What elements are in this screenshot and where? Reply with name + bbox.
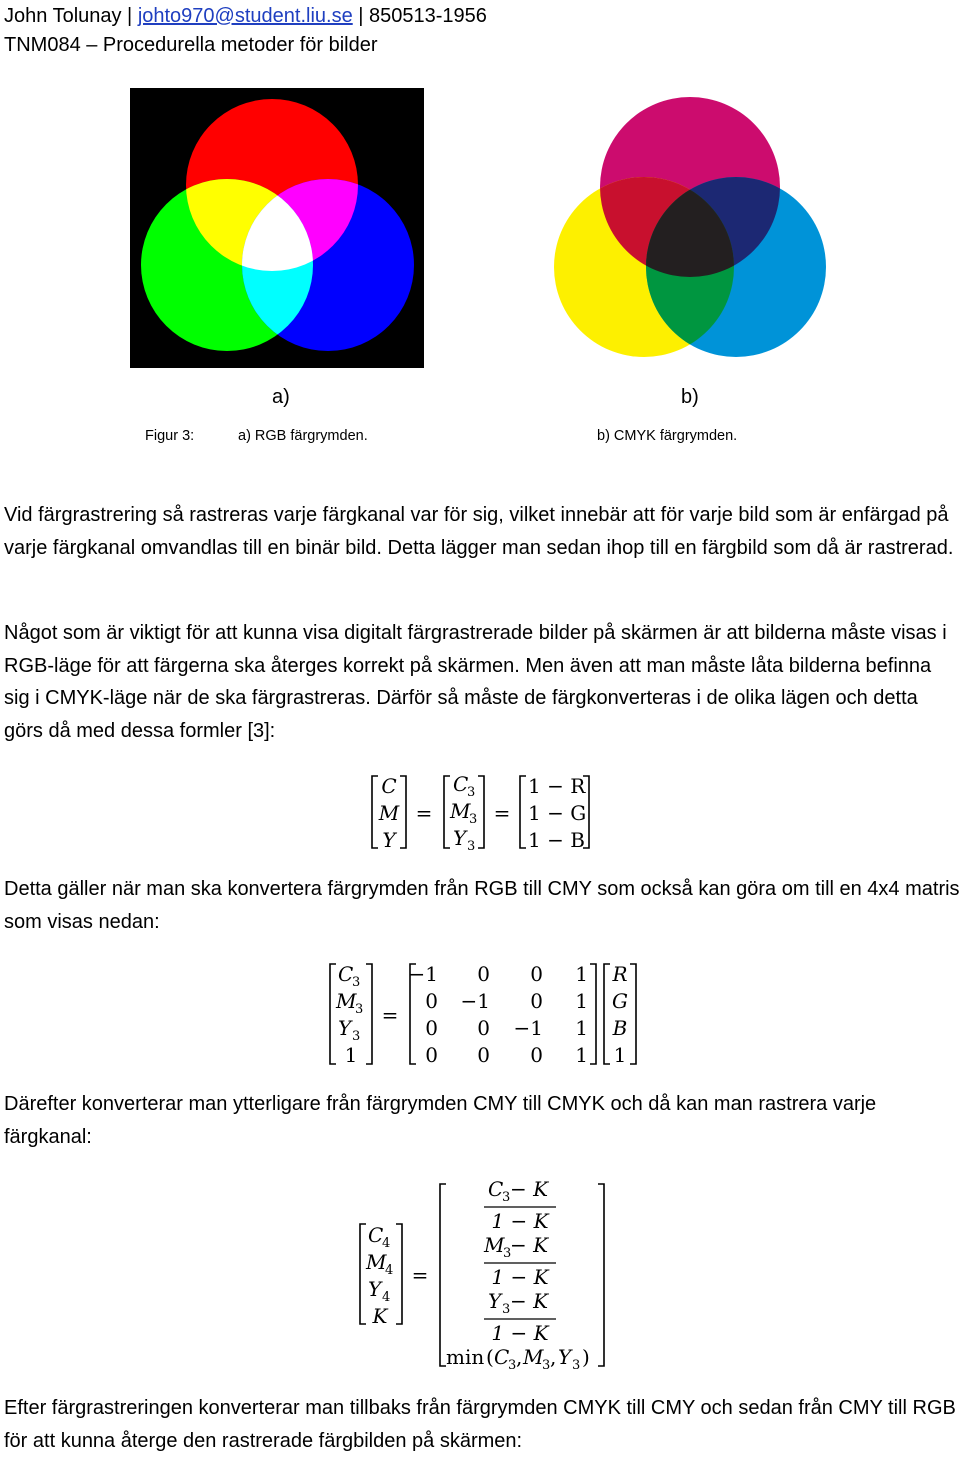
header-line-1	[4, 2, 487, 30]
author-name: John Tolunay	[4, 5, 122, 27]
header-separator: |	[352, 5, 370, 27]
vector-entry: C	[368, 1223, 384, 1247]
subscript: 3	[469, 812, 478, 827]
vector-entry: Y	[368, 1277, 382, 1301]
fraction-denominator: 1 − K	[491, 1321, 549, 1345]
matrix-entry: 0	[530, 1043, 543, 1067]
matrix-entry: −1	[513, 1016, 543, 1040]
subscript: 3	[502, 1302, 511, 1317]
subscript: 3	[467, 839, 476, 854]
fraction-denominator: 1 − K	[491, 1265, 549, 1289]
equals-sign: =	[381, 1003, 399, 1027]
paragraph-5: Efter färgrastreringen konverterar man tillbaks från färgrymden CMYK till CMY och sedan från CMY till RGB för att kunna återge den rastrerade färgbilden på skärmen:	[4, 1397, 956, 1452]
vector-entry: Y	[338, 1016, 352, 1040]
paragraph-4: Därefter konverterar man ytterligare från färgrymden CMY till CMYK och då kan man rastrera varje färgkanal:	[4, 1093, 877, 1148]
fraction-numerator: M	[484, 1233, 505, 1257]
min-argument: C	[494, 1345, 510, 1369]
figure-caption-a: a) RGB färgrymden.	[238, 428, 368, 444]
matrix-entry: 0	[530, 962, 543, 986]
matrix-entry: −1	[408, 962, 438, 986]
equals-sign: =	[493, 801, 511, 825]
cmyk-color-space-image	[552, 95, 828, 363]
bracket-left	[372, 776, 378, 848]
bracket-right	[396, 1224, 402, 1324]
equation-rgb-to-cmy	[360, 768, 610, 854]
figure-label-b: b)	[681, 386, 699, 408]
bracket-right	[478, 776, 484, 848]
fraction-numerator: Y	[488, 1289, 502, 1313]
bracket-right	[598, 1184, 604, 1366]
equals-sign: =	[411, 1263, 429, 1287]
subscript: 3	[352, 1029, 361, 1044]
rgb-color-space-image	[130, 88, 424, 368]
equals-sign: =	[415, 801, 433, 825]
vector-entry: R	[612, 962, 628, 986]
subscript: 3	[508, 1358, 517, 1372]
figure-caption-prefix: Figur 3:	[145, 428, 195, 444]
bracket-right	[400, 776, 406, 848]
matrix-entry: 1 − G	[528, 801, 587, 825]
paragraph-2: Något som är viktigt för att kunna visa digitalt färgrastrerade bilder på skärmen är att bilderna måste visas i RGB-läge för att färgerna ska återges korrekt på skärmen. Men även att man måste låta bilderna befinna sig i CMYK-läge när de ska färgrastreras. Därför så måste de färgkonverteras i de olika lägen och detta görs då med dessa formler [3]:	[4, 622, 947, 742]
bracket-left	[360, 1224, 366, 1324]
comma: ,	[550, 1345, 557, 1369]
matrix-entry: C	[381, 774, 397, 798]
bracket-left	[440, 1184, 446, 1366]
matrix-entry: Y	[382, 828, 396, 852]
vector-entry: 1	[344, 1043, 358, 1067]
subscript: 3	[503, 1246, 512, 1261]
subscript: 4	[382, 1290, 391, 1305]
equation-4x4-matrix	[320, 956, 650, 1070]
id-number: 850513-1956	[369, 5, 487, 27]
bracket-right	[590, 964, 596, 1064]
matrix-entry: −1	[460, 989, 490, 1013]
subscript: 3	[572, 1358, 581, 1372]
header-separator: |	[121, 5, 138, 27]
min-argument: Y	[558, 1345, 572, 1369]
bracket-left	[330, 964, 336, 1064]
matrix-entry: 0	[425, 1016, 438, 1040]
matrix-entry: 0	[477, 1016, 490, 1040]
fraction-numerator: − K	[510, 1233, 549, 1257]
matrix-entry: 0	[477, 962, 490, 986]
equation-cmy-to-cmyk	[350, 1172, 620, 1372]
comma: ,	[516, 1345, 523, 1369]
min-argument: M	[523, 1345, 544, 1369]
matrix-entry: 1 − B	[528, 828, 585, 852]
matrix-entry: 0	[477, 1043, 490, 1067]
fraction-numerator: − K	[510, 1177, 549, 1201]
paragraph-3: Detta gäller när man ska konvertera färgrymden från RGB till CMY som också kan göra om till en 4x4 matris som visas nedan:	[4, 878, 960, 933]
min-function: min	[446, 1345, 485, 1369]
matrix-entry: 1	[575, 962, 588, 986]
bracket-right	[630, 964, 636, 1064]
matrix-entry: 1	[575, 989, 588, 1013]
email-link[interactable]: johto970@student.liu.se	[137, 5, 353, 27]
matrix-entry: 0	[425, 1043, 438, 1067]
vector-entry: M	[366, 1250, 387, 1274]
vector-entry: M	[336, 989, 357, 1013]
vector-entry: 1	[613, 1043, 627, 1067]
fraction-numerator: C	[488, 1177, 504, 1201]
figure-label-a: a)	[272, 386, 290, 408]
subscript: 3	[502, 1190, 511, 1205]
subscript: 3	[467, 785, 476, 800]
bracket-right	[366, 964, 372, 1064]
vector-entry: B	[612, 1016, 628, 1040]
paragraph-1: Vid färgrastrering så rastreras varje färgkanal var för sig, vilket innebär att för varje bild som är enfärgad på varje färgkanal omvandlas till en binär bild. Detta lägger man sedan ihop till en färgbild som då är rastrerad.	[4, 504, 954, 559]
subscript: 3	[542, 1358, 551, 1372]
paren-close: )	[582, 1345, 590, 1369]
matrix-entry: 1	[575, 1043, 588, 1067]
figure-caption-b: b) CMYK färgrymden.	[597, 428, 738, 444]
matrix-entry: 1	[575, 1016, 588, 1040]
course-title: TNM084 – Procedurella metoder för bilder	[4, 34, 378, 56]
paren-open: (	[486, 1345, 494, 1369]
matrix-entry: M	[450, 799, 471, 823]
matrix-entry: 1 − R	[528, 774, 586, 798]
vector-entry: K	[372, 1304, 388, 1328]
matrix-entry: Y	[453, 826, 467, 850]
subscript: 4	[385, 1263, 394, 1278]
subscript: 4	[382, 1236, 391, 1251]
fraction-denominator: 1 − K	[491, 1209, 549, 1233]
vector-entry: C	[338, 962, 354, 986]
matrix-entry: M	[378, 801, 400, 825]
subscript: 3	[352, 975, 361, 990]
matrix-entry: 0	[425, 989, 438, 1013]
vector-entry: G	[612, 989, 628, 1013]
fraction-numerator: − K	[510, 1289, 549, 1313]
subscript: 3	[355, 1002, 364, 1017]
matrix-entry: C	[453, 772, 469, 796]
matrix-entry: 0	[530, 989, 543, 1013]
bracket-left	[604, 964, 610, 1064]
bracket-left	[520, 776, 526, 848]
